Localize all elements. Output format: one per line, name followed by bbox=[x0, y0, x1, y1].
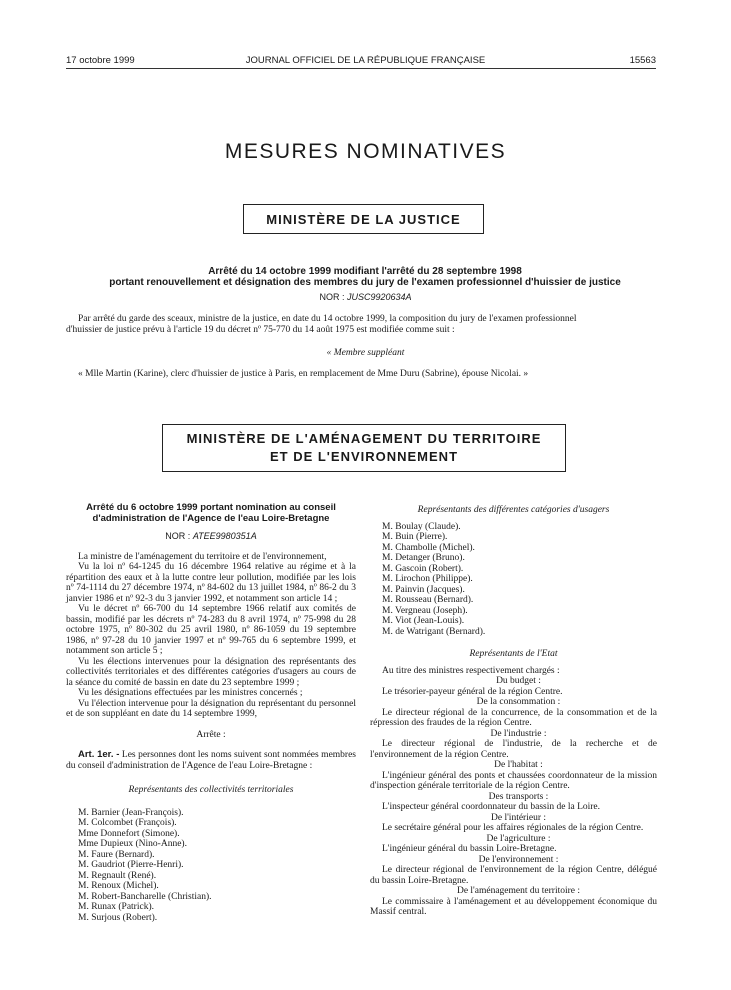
list-item: M. Chambolle (Michel). bbox=[382, 542, 475, 553]
list-item: M. Gascoin (Robert). bbox=[382, 563, 464, 574]
page-title: MESURES NOMINATIVES bbox=[224, 140, 507, 163]
etat-representative: Le secrétaire général pour les affaires régionales de la région Centre. bbox=[382, 823, 644, 833]
env-arrete-line1: Arrêté du 6 octobre 1999 portant nomination au conseil bbox=[86, 502, 336, 513]
left-column bbox=[66, 503, 356, 923]
ministry-justice-title: MINISTÈRE DE LA JUSTICE bbox=[266, 211, 461, 227]
visa-paragraph: Vu les désignations effectuées par les ministres concernés ; bbox=[78, 688, 303, 698]
etat-ministry: De l'industrie : bbox=[490, 728, 547, 739]
list-item: M. Painvin (Jacques). bbox=[382, 584, 465, 595]
list-item: M. Boulay (Claude). bbox=[382, 521, 461, 532]
etat-ministry: Du budget : bbox=[496, 676, 541, 686]
list-item: M. Renoux (Michel). bbox=[78, 881, 159, 891]
etat-representative: Le directeur régional de la concurrence, de la consommation et de la répression des fraudes de la région Centre. bbox=[370, 707, 657, 728]
list-item: M. Colcombet (François). bbox=[78, 818, 177, 828]
usagers-heading: Représentants des différentes catégories d'usagers bbox=[417, 505, 610, 515]
ministry-justice-box bbox=[243, 204, 484, 234]
justice-nor-code: JUSC9920634A bbox=[346, 292, 412, 302]
justice-arrete-line2: portant renouvellement et désignation des membres du jury de l'examen professionnel d'huissier de justice bbox=[109, 277, 621, 288]
etat-heading: Représentants de l'Etat bbox=[469, 649, 558, 659]
ministry-env-line2: ET DE L'ENVIRONNEMENT bbox=[269, 449, 459, 464]
etat-representative: L'ingénieur général des ponts et chaussées coordonnateur de la mission d'inspection générale territoriale de la région Centre. bbox=[370, 770, 657, 791]
list-item: M. Gaudriot (Pierre-Henri). bbox=[78, 860, 184, 870]
ministry-env-line1: MINISTÈRE DE L'AMÉNAGEMENT DU TERRITOIRE bbox=[186, 431, 542, 446]
list-item: M. Detanger (Bruno). bbox=[382, 553, 465, 563]
collectivites-list bbox=[66, 808, 356, 924]
visa-paragraph: Vu le décret nº 66-700 du 14 septembre 1966 relatif aux comités de bassin, modifié par les décrets nº 74-283 du 8 avril 1974, nº 75-998 du 28 octobre 1975, nº 80-302 du 25 avril 1980, nº 86-1059 du 19 septembre 1986, nº 97-28 du 10 janvier 1997 et nº 99-765 du 6 septembre 1999, et notamment son article 5 ; bbox=[66, 604, 356, 656]
etat-list bbox=[370, 676, 657, 918]
etat-representative: Le directeur régional de l'industrie, de la recherche et de l'environnement de la région Centre. bbox=[370, 739, 657, 760]
env-arrete-line2: d'administration de l'Agence de l'eau Loire-Bretagne bbox=[92, 512, 330, 524]
etat-ministry: De l'habitat : bbox=[494, 760, 543, 770]
justice-body-line2: d'huissier de justice prévu à l'article 19 du décret nº 75-770 du 14 août 1975 est modifiée comme suit : bbox=[66, 325, 455, 335]
list-item: M. Buin (Pierre). bbox=[382, 532, 448, 542]
list-item: M. Regnault (René). bbox=[78, 870, 157, 881]
justice-arrete-title bbox=[60, 266, 670, 288]
env-nor-code: ATEE9980351A bbox=[192, 531, 257, 541]
list-item: M. Robert-Bancharelle (Christian). bbox=[78, 891, 212, 902]
justice-body bbox=[66, 314, 666, 325]
justice-membre-text: « Mlle Martin (Karine), clerc d'huissier de justice à Paris, en remplacement de Mme Duru (Sabrine), épouse Nicolai. » bbox=[78, 369, 529, 379]
env-nor bbox=[66, 531, 356, 542]
article-1 bbox=[66, 750, 356, 771]
etat-ministry: De l'environnement : bbox=[478, 854, 559, 865]
env-visas bbox=[66, 552, 356, 720]
list-item: M. Lirochon (Philippe). bbox=[382, 574, 473, 584]
list-item: Mme Dupieux (Nino-Anne). bbox=[78, 839, 187, 849]
header-rule bbox=[66, 68, 656, 69]
etat-ministry: De la consommation : bbox=[476, 697, 561, 707]
etat-ministry: De l'intérieur : bbox=[491, 812, 546, 823]
list-item: M. Runax (Patrick). bbox=[78, 902, 154, 912]
etat-representative: Le trésorier-payeur général de la région Centre. bbox=[382, 686, 563, 697]
list-item: M. Rousseau (Bernard). bbox=[382, 595, 474, 605]
article-label: Art. 1er. - bbox=[78, 749, 120, 760]
etat-ministry: De l'aménagement du territoire : bbox=[456, 886, 581, 896]
visa-paragraph: La ministre de l'aménagement du territoire et de l'environnement, bbox=[78, 551, 327, 562]
right-column bbox=[370, 505, 657, 918]
env-arrete-title bbox=[66, 503, 356, 524]
list-item: M. Viot (Jean-Louis). bbox=[382, 616, 465, 626]
visa-paragraph: Vu les élections intervenues pour la désignation des représentants des collectivités territoriales et des différentes catégories d'usagers au cours de la séance du comité de bassin en date du 23 septembre 1999 ; bbox=[66, 656, 356, 688]
etat-representative: L'ingénieur général du bassin Loire-Bretagne. bbox=[382, 844, 557, 854]
justice-membre-heading: « Membre suppléant bbox=[326, 348, 405, 358]
article-text: Les personnes dont les noms suivent sont nommées membres du conseil d'administration de l'Agence de l'eau Loire-Bretagne : bbox=[66, 750, 356, 771]
etat-intro: Au titre des ministres respectivement chargés : bbox=[382, 665, 560, 676]
header-journal: JOURNAL OFFICIEL DE LA RÉPUBLIQUE FRANÇAISE bbox=[245, 55, 486, 66]
etat-representative: L'inspecteur général coordonnateur du bassin de la Loire. bbox=[382, 802, 601, 812]
justice-body-2 bbox=[66, 325, 666, 336]
list-item: M. Barnier (Jean-François). bbox=[78, 807, 184, 818]
list-item: M. Vergneau (Joseph). bbox=[382, 605, 468, 616]
list-item: M. de Watrigant (Bernard). bbox=[382, 626, 486, 637]
list-item: Mme Donnefort (Simone). bbox=[78, 828, 180, 839]
etat-representative: Le directeur régional de l'environnement de la région Centre, délégué du bassin Loire-Bretagne. bbox=[370, 865, 657, 886]
justice-body-line1: Par arrêté du garde des sceaux, ministre de la justice, en date du 14 octobre 1999, la composition du jury de l'examen professionnel bbox=[78, 314, 577, 324]
justice-arrete-line1: Arrêté du 14 octobre 1999 modifiant l'arrêté du 28 septembre 1998 bbox=[208, 266, 522, 277]
ministry-environnement-box bbox=[162, 424, 566, 472]
visa-paragraph: Vu l'élection intervenue pour la désignation du représentant du personnel et de son suppléant en date du 14 septembre 1999, bbox=[66, 698, 356, 719]
usagers-list bbox=[370, 522, 657, 638]
env-nor-label: NOR : bbox=[165, 531, 191, 541]
header-date: 17 octobre 1999 bbox=[66, 55, 135, 66]
list-item: M. Faure (Bernard). bbox=[78, 849, 155, 860]
collectivites-heading: Représentants des collectivités territoriales bbox=[128, 785, 294, 795]
visa-paragraph: Vu la loi nº 64-1245 du 16 décembre 1964 relative au régime et à la répartition des eaux et à la lutte contre leur pollution, modifiée par les lois nº 74-1114 du 27 décembre 1974, nº 84-602 du 13 juillet 1984, nº 86-2 du 3 janvier 1986 et nº 92-3 du 3 janvier 1992, et notamment son article 14 ; bbox=[66, 562, 356, 604]
arrete-word: Arrête : bbox=[196, 729, 226, 740]
etat-ministry: Des transports : bbox=[488, 791, 549, 802]
etat-representative: Le commissaire à l'aménagement et au développement économique du Massif central. bbox=[370, 896, 657, 917]
justice-nor bbox=[0, 292, 731, 302]
justice-nor-label: NOR : bbox=[319, 292, 345, 302]
list-item: M. Surjous (Robert). bbox=[78, 912, 158, 923]
header-page-number: 15563 bbox=[629, 55, 656, 66]
etat-ministry: De l'agriculture : bbox=[486, 833, 551, 844]
